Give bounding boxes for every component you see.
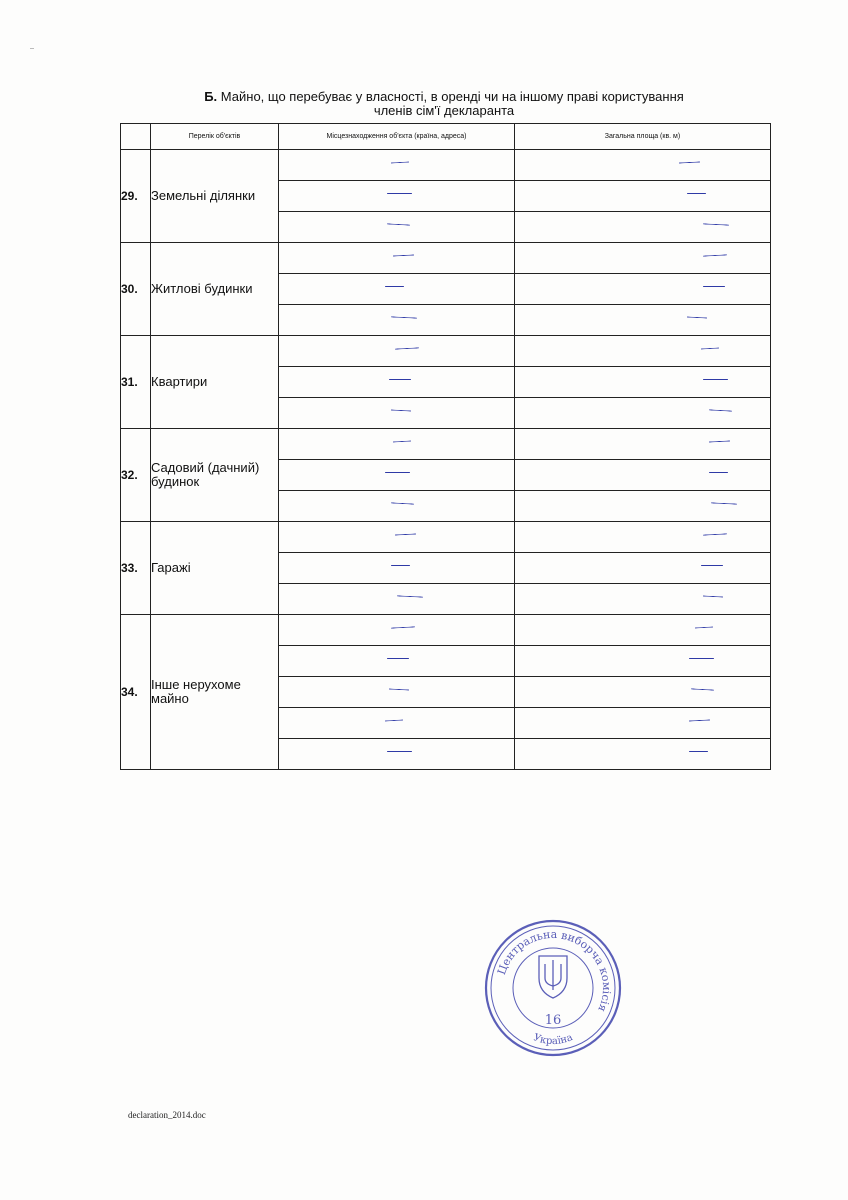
table-row (121, 615, 771, 646)
handwritten-dash (385, 720, 403, 722)
handwritten-dash (391, 162, 409, 164)
table-row (121, 150, 771, 181)
location-cell (279, 615, 515, 646)
item-number: 29. (121, 150, 151, 243)
handwritten-dash (703, 254, 727, 256)
item-label: Житлові будинки (151, 243, 279, 336)
handwritten-dash (395, 533, 416, 535)
area-cell (515, 522, 771, 553)
location-cell (279, 491, 515, 522)
handwritten-dash (703, 286, 725, 287)
handwritten-dash (701, 565, 723, 566)
handwritten-dash (703, 223, 729, 225)
area-cell (515, 181, 771, 212)
table-body (121, 150, 771, 770)
footer-filename: declaration_2014.doc (128, 1110, 206, 1120)
header-number (121, 124, 151, 150)
handwritten-dash (391, 409, 411, 411)
handwritten-dash (387, 751, 412, 752)
handwritten-dash (709, 472, 728, 473)
handwritten-dash (391, 316, 417, 318)
location-cell (279, 243, 515, 274)
handwritten-dash (389, 688, 409, 690)
area-cell (515, 336, 771, 367)
section-title (120, 90, 768, 118)
stamp-bottom-text: Україна (531, 1032, 575, 1048)
header-location: Місцезнаходження об'єкта (країна, адреса) (279, 124, 515, 150)
handwritten-dash (397, 595, 423, 597)
location-cell (279, 212, 515, 243)
area-cell (515, 615, 771, 646)
handwritten-dash (689, 719, 710, 721)
location-cell (279, 553, 515, 584)
location-cell (279, 274, 515, 305)
area-cell (515, 367, 771, 398)
location-cell (279, 739, 515, 770)
table-row (121, 522, 771, 553)
table-row (121, 243, 771, 274)
item-number: 31. (121, 336, 151, 429)
handwritten-dash (391, 565, 410, 566)
table-row (121, 429, 771, 460)
handwritten-dash (689, 751, 708, 752)
handwritten-dash (689, 658, 714, 659)
item-number: 33. (121, 522, 151, 615)
section-title-line2: членів сім'ї декларанта (373, 103, 515, 118)
handwritten-dash (387, 658, 409, 659)
handwritten-dash (385, 472, 410, 473)
location-cell (279, 336, 515, 367)
handwritten-dash (711, 502, 737, 504)
item-number: 32. (121, 429, 151, 522)
location-cell (279, 584, 515, 615)
handwritten-dash (701, 348, 719, 350)
handwritten-dash (679, 161, 700, 163)
property-table (120, 123, 771, 770)
item-number: 30. (121, 243, 151, 336)
location-cell (279, 429, 515, 460)
area-cell (515, 429, 771, 460)
header-objects: Перелік об'єктів (151, 124, 279, 150)
official-stamp (483, 918, 623, 1058)
area-cell (515, 212, 771, 243)
item-label: Інше нерухоме майно (151, 615, 279, 770)
location-cell (279, 150, 515, 181)
handwritten-dash (709, 440, 730, 442)
area-cell (515, 584, 771, 615)
location-cell (279, 646, 515, 677)
handwritten-dash (703, 379, 728, 380)
handwritten-dash (687, 193, 706, 194)
item-label: Гаражі (151, 522, 279, 615)
location-cell (279, 677, 515, 708)
handwritten-dash (387, 223, 410, 225)
handwritten-dash (393, 254, 414, 256)
handwritten-dash (393, 441, 411, 443)
area-cell (515, 460, 771, 491)
table-row (121, 336, 771, 367)
area-cell (515, 708, 771, 739)
area-cell (515, 243, 771, 274)
stamp-ring-text: Центральна виборча комісія (494, 927, 614, 1014)
handwritten-dash (385, 286, 404, 287)
section-letter: Б. (204, 89, 218, 104)
handwritten-dash (695, 627, 713, 629)
item-label: Садовий (дачний) будинок (151, 429, 279, 522)
location-cell (279, 181, 515, 212)
item-label: Земельні ділянки (151, 150, 279, 243)
area-cell (515, 553, 771, 584)
location-cell (279, 305, 515, 336)
stamp-number: 16 (544, 1013, 562, 1028)
handwritten-dash (709, 409, 732, 411)
scan-artifact (30, 48, 34, 49)
table-header-row (121, 124, 771, 150)
area-cell (515, 305, 771, 336)
area-cell (515, 739, 771, 770)
handwritten-dash (387, 193, 412, 194)
handwritten-dash (391, 626, 415, 628)
area-cell (515, 677, 771, 708)
location-cell (279, 708, 515, 739)
handwritten-dash (691, 688, 714, 690)
location-cell (279, 398, 515, 429)
location-cell (279, 522, 515, 553)
area-cell (515, 646, 771, 677)
handwritten-dash (395, 347, 419, 349)
handwritten-dash (703, 595, 723, 597)
handwritten-dash (703, 533, 727, 535)
location-cell (279, 460, 515, 491)
section-title-line1: Майно, що перебуває у власності, в оренді чи на іншому праві користування (220, 89, 684, 104)
location-cell (279, 367, 515, 398)
area-cell (515, 274, 771, 305)
header-area: Загальна площа (кв. м) (515, 124, 771, 150)
item-label: Квартири (151, 336, 279, 429)
handwritten-dash (687, 316, 707, 318)
area-cell (515, 150, 771, 181)
handwritten-dash (389, 379, 411, 380)
area-cell (515, 491, 771, 522)
area-cell (515, 398, 771, 429)
trident-icon (539, 956, 567, 998)
item-number: 34. (121, 615, 151, 770)
handwritten-dash (391, 502, 414, 504)
